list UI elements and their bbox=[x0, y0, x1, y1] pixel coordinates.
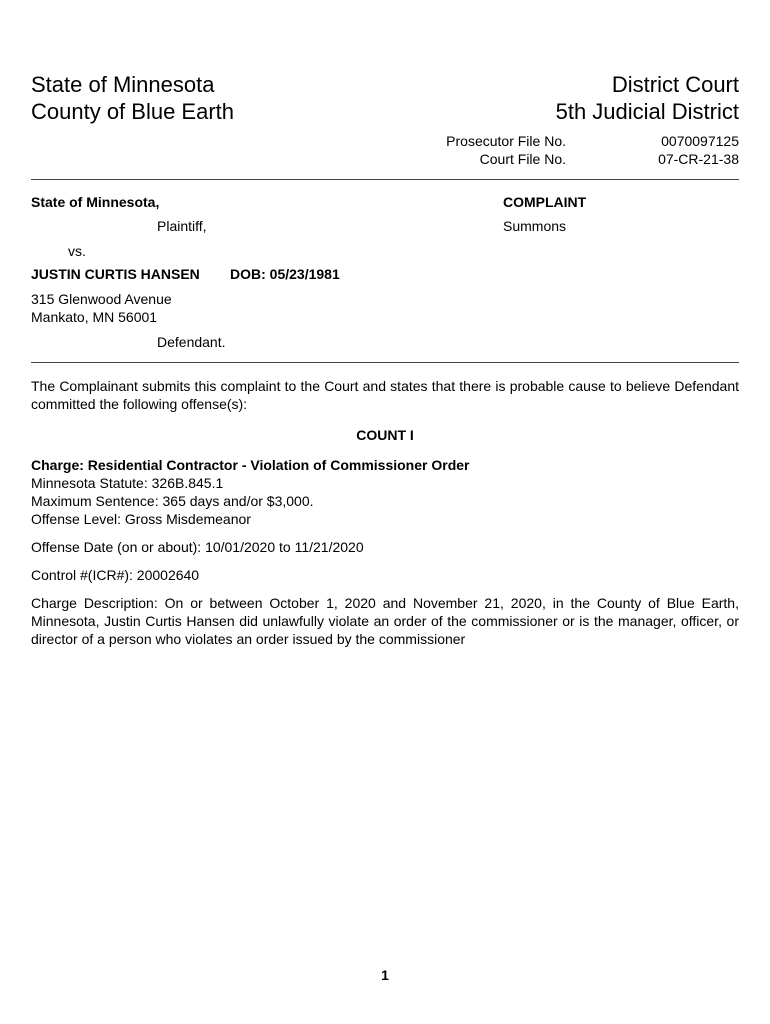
file-labels bbox=[446, 132, 566, 168]
court-state bbox=[31, 71, 234, 125]
defendant-name: JUSTIN CURTIS HANSEN bbox=[31, 266, 200, 282]
prosecutor-file-label: Prosecutor File No. bbox=[446, 133, 566, 149]
judicial-district-line: 5th Judicial District bbox=[555, 99, 739, 124]
file-values bbox=[658, 132, 739, 168]
intro-paragraph: The Complainant submits this complaint to the Court and states that there is probable cause to believe Defendant committed the following offense(s): bbox=[31, 378, 739, 412]
max-sentence: Maximum Sentence: 365 days and/or $3,000. bbox=[31, 493, 314, 509]
defendant-role: Defendant. bbox=[157, 334, 226, 350]
plaintiff-role: Plaintiff, bbox=[157, 218, 207, 234]
county-line: County of Blue Earth bbox=[31, 99, 235, 124]
offense-level: Offense Level: Gross Misdemeanor bbox=[31, 511, 251, 527]
district-court-line: District Court bbox=[611, 72, 739, 97]
address-line-2: Mankato, MN 56001 bbox=[31, 309, 158, 325]
versus: vs. bbox=[68, 243, 86, 259]
court-file-label: Court File No. bbox=[479, 151, 566, 167]
state-line: State of Minnesota bbox=[31, 72, 215, 97]
prosecutor-file-value: 0070097125 bbox=[661, 133, 739, 149]
charge-block bbox=[31, 456, 739, 528]
document-subtype: Summons bbox=[503, 218, 567, 234]
plaintiff-name: State of Minnesota, bbox=[31, 194, 160, 210]
court-file-value: 07-CR-21-38 bbox=[658, 151, 739, 167]
court-name bbox=[556, 71, 739, 125]
offense-date: Offense Date (on or about): 10/01/2020 to 11/21/2020 bbox=[31, 539, 364, 555]
statute: Minnesota Statute: 326B.845.1 bbox=[31, 475, 224, 491]
defendant-dob: DOB: 05/23/1981 bbox=[230, 266, 340, 282]
header-divider bbox=[31, 179, 739, 180]
page-number: 1 bbox=[381, 967, 389, 983]
charge-title: Charge: Residential Contractor - Violation of Commissioner Order bbox=[31, 457, 470, 473]
caption-divider bbox=[31, 362, 739, 363]
document-type: COMPLAINT bbox=[503, 194, 587, 210]
charge-description: Charge Description: On or between October 1, 2020 and November 21, 2020, in the County of Blue Earth, Minnesota, Justin Curtis Hansen did unlawfully violate an order of the commissioner or is the manager, officer, or director of a person who violates an order issued by the commissioner bbox=[31, 595, 739, 647]
defendant-address bbox=[31, 290, 172, 326]
control-number: Control #(ICR#): 20002640 bbox=[31, 567, 200, 583]
address-line-1: 315 Glenwood Avenue bbox=[31, 291, 172, 307]
count-heading: COUNT I bbox=[356, 427, 414, 443]
